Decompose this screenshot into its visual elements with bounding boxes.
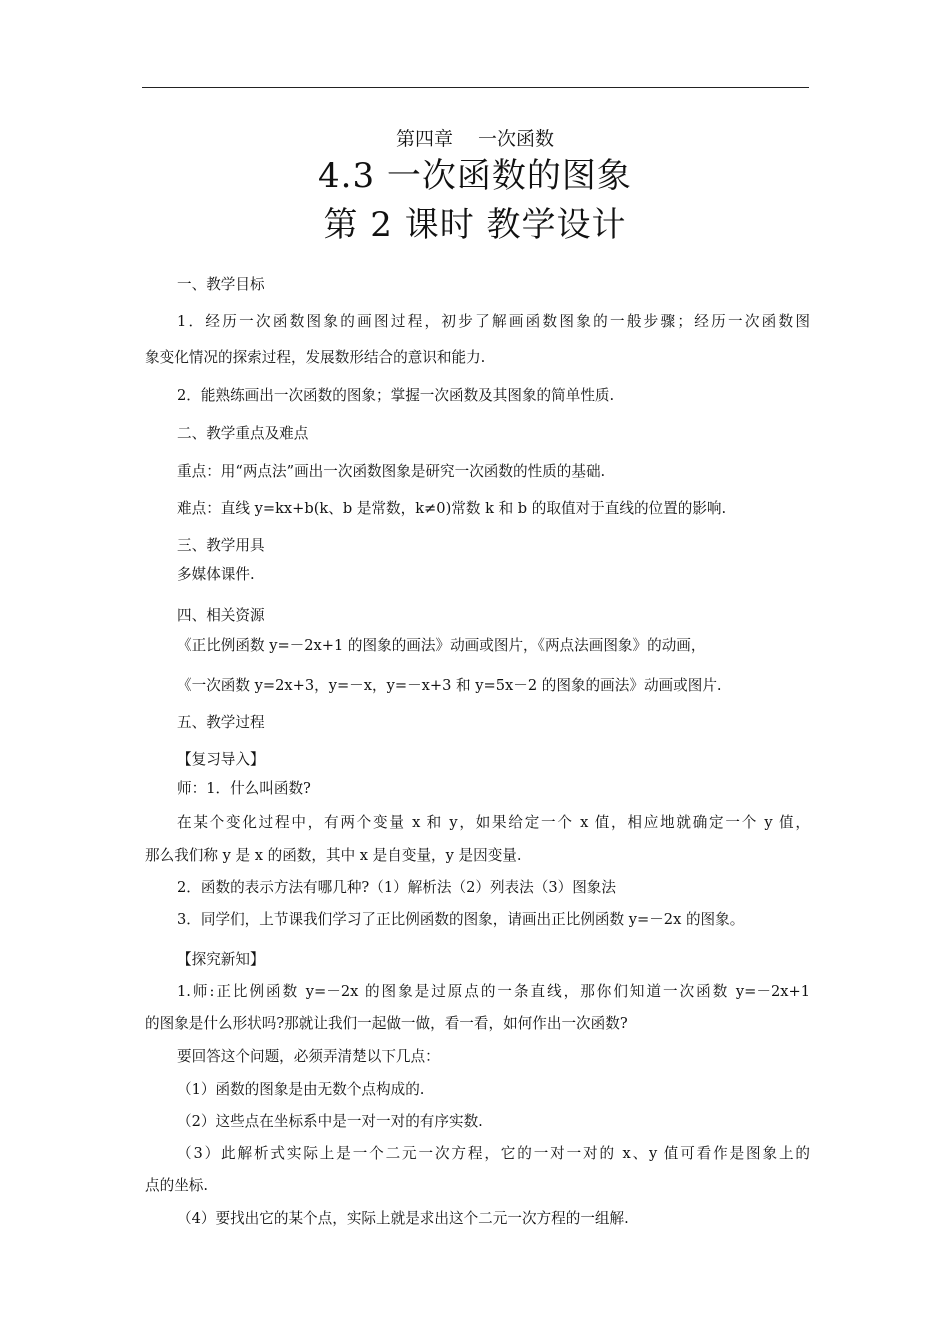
text-line: （2）这些点在坐标系中是一对一对的有序实数. [177, 1113, 483, 1130]
text-line: 那么我们称 y 是 x 的函数，其中 x 是自变量，y 是因变量. [145, 847, 522, 864]
text-line: 【复习导入】 [177, 751, 265, 768]
text-line: （1）函数的图象是由无数个点构成的. [177, 1081, 425, 1098]
text-line: （4）要找出它的某个点，实际上就是求出这个二元一次方程的一组解. [177, 1210, 629, 1227]
text-line: 1．经历一次函数图象的画图过程，初步了解画函数图象的一般步骤；经历一次函数图 [177, 313, 810, 330]
text-line: 2．能熟练画出一次函数的图象；掌握一次函数及其图象的简单性质. [177, 387, 615, 404]
text-line: 二、教学重点及难点 [177, 425, 309, 442]
text-line: （3）此解析式实际上是一个二元一次方程，它的一对一对的 x、y 值可看作是图象上的 [177, 1145, 810, 1162]
text-line: 三、教学用具 [177, 537, 265, 554]
chapter-heading: 第四章 一次函数 [395, 128, 555, 150]
text-line: 【探究新知】 [177, 951, 265, 968]
text-line: 一、教学目标 [177, 276, 265, 293]
lesson-title: 4.3 一次函数的图象 [318, 156, 632, 196]
text-line: 《正比例函数 y=－2x+1 的图象的画法》动画或图片，《两点法画图象》的动画， [177, 637, 706, 654]
lesson-subtitle: 第 2 课时 教学设计 [323, 205, 627, 245]
text-line: 师：1．什么叫函数? [177, 780, 311, 797]
text-line: 四、相关资源 [177, 607, 265, 624]
text-line: 多媒体课件. [177, 566, 255, 583]
text-line: 2．函数的表示方法有哪几种?（1）解析法（2）列表法（3）图象法 [177, 879, 616, 896]
text-line: 《一次函数 y=2x+3，y=－x，y=－x+3 和 y=5x－2 的图象的画法》动画或图片. [177, 677, 722, 694]
text-line: 点的坐标. [145, 1177, 209, 1194]
text-line: 要回答这个问题，必须弄清楚以下几点： [177, 1048, 440, 1065]
text-line: 的图象是什么形状吗?那就让我们一起做一做，看一看，如何作出一次函数? [145, 1015, 628, 1032]
text-line: 重点：用“两点法”画出一次函数图象是研究一次函数的性质的基础. [177, 463, 606, 480]
text-line: 3．同学们，上节课我们学习了正比例函数的图象，请画出正比例函数 y=－2x 的图象。 [177, 911, 745, 928]
text-line: 五、教学过程 [177, 714, 265, 731]
text-line: 1.师:正比例函数 y=－2x 的图象是过原点的一条直线，那你们知道一次函数 y=－2x+1 [177, 983, 810, 1000]
text-line: 在某个变化过程中，有两个变量 x 和 y，如果给定一个 x 值，相应地就确定一个 y 值， [177, 814, 810, 831]
text-line: 象变化情况的探索过程，发展数形结合的意识和能力. [145, 349, 486, 366]
header-rule [142, 87, 809, 88]
text-line: 难点：直线 y=kx+b(k、b 是常数，k≠0)常数 k 和 b 的取值对于直线的位置的影响. [177, 500, 727, 517]
